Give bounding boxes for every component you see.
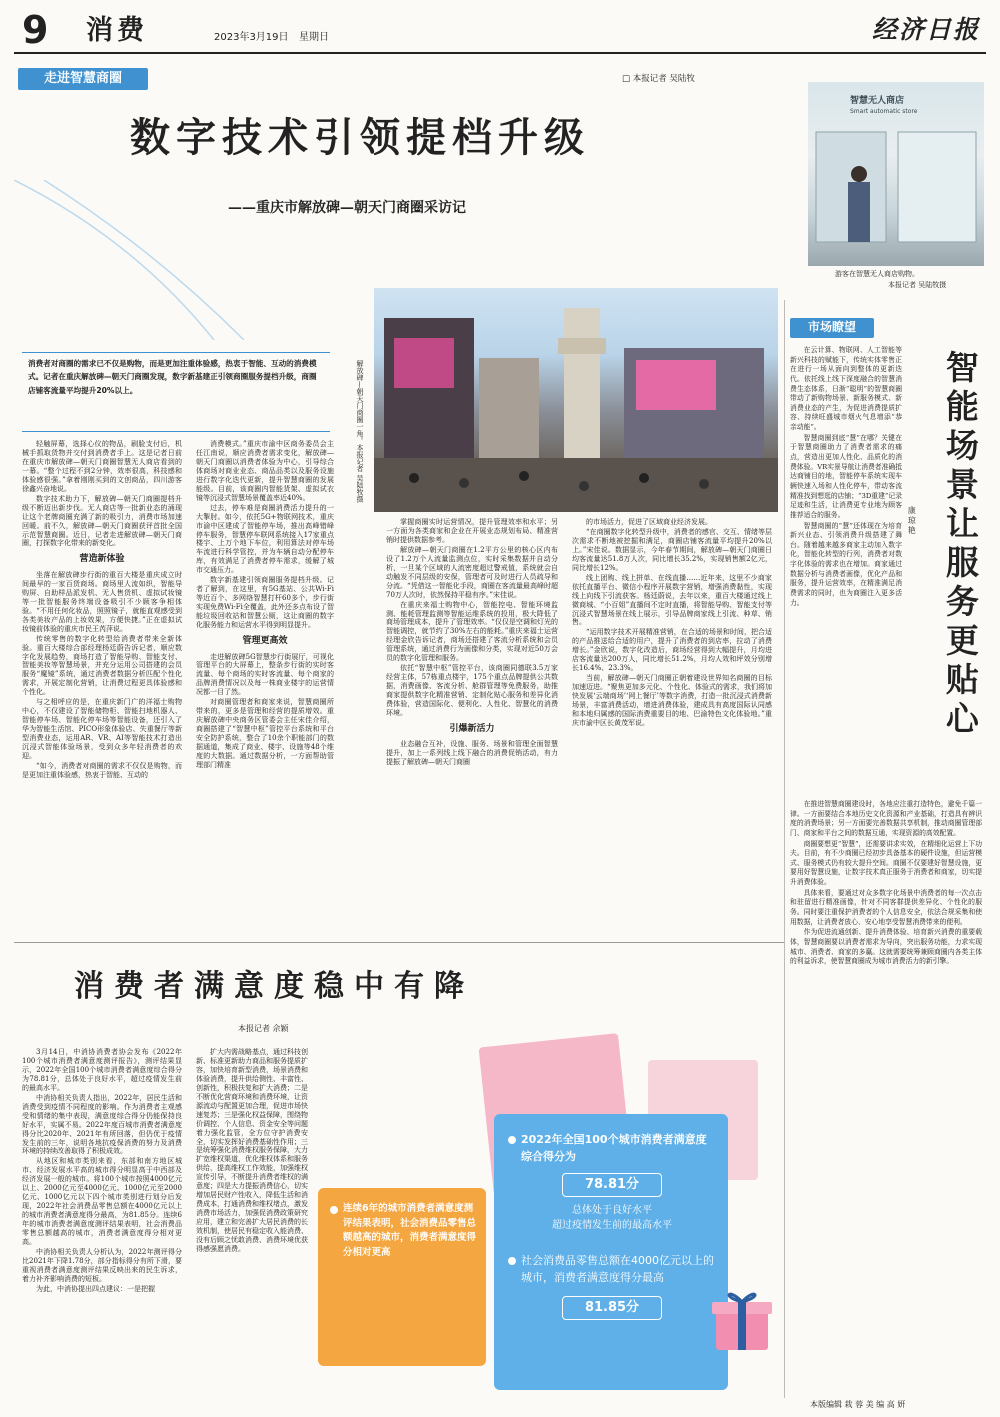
lead-paragraph: [22, 352, 330, 432]
top-byline: □ 本报记者 吴陆牧: [622, 74, 695, 84]
side-col-text-b: [790, 800, 982, 1392]
page-number: 9: [22, 8, 49, 52]
paragraph: 扩大内需战略基点，通过科技创新、标准更新助力商品和服务提质扩容，加快培育新型消费，场景消费和体验消费，提升供给侧性、丰富性、创新性，积极扶复和扩大消费；二是不断优化营商环境和消费环境，让资源流动与配置更加合理，促进市场快速复苏；三是强化权益保障，围绕物价调控、个人信息、资金安全等问题着力强化监管，全方位守护消费安全，切实发挥好消费基础性作用；三是统筹强化消费维权服务保障，大力扩宽维权渠道，优化维权体系和服务供给，提高维权工作效能，加强维权宣传引导，不断提升消费者维权的满意度；四是大力提振消费信心，切实增加居民财产性收入，降低生活和消费成本，打通消费和维权堵点，激发消费市场活力，加强促消费政策研究应用，建立和完善扩大居民消费的长效机制，使居民有稳定收入能消费、没有后顾之忧敢消费、消费环境优获得感强愿消费。: [196, 1048, 308, 1253]
paragraph: 消费模式。”重庆市渝中区商务委员会主任江南说，顺应消费者需求变化，解放碑—朝天门商圈以消费者体验为中心，引导综合体商场对商业业态、商品品类以及服务设施进行数字化迭代更新，提升智慧商圈的发展能级。目前，该商圈内智能货架、虚拟试衣镜等沉浸式智慧场景覆盖率近40%。: [196, 440, 334, 502]
paragraph: 轻触屏幕，选择心仪的物品，刷脸支付后，机械手抓取货物并交付到消费者手上。这是记者日前在重庆市解放碑—朝天门商圈智慧无人商店看到的一幕。“整个过程不到2分钟，效率很高，科技感和体验感很强。”拿着刚刚买到的文创商品，四川游客徐鑫兴奋地说。: [22, 440, 182, 493]
lead-text: 消费者对商圈的需求已不仅是购物，而是更加注重体验感，热衷于智能、互动的消费模式。记者在重庆解放碑—朝天门商圈发现，数字新基建正引领商圈服务提档升级，商圈店铺客流量平均提升20%以上。: [28, 359, 317, 395]
info-item-1-text: 连续6年的城市消费者满意度测评结果表明，社会消费品零售总额越高的城市，消费者满意度得分相对更高: [343, 1203, 477, 1259]
paragraph: 业态融合互补，设施、服务、场景和管理全面智慧提升，加上一系列线上线下融合的消费促销活动，有力提振了解放碑—朝天门商圈: [386, 740, 558, 767]
street-photo: [374, 288, 778, 512]
paragraph: 智慧商圈的“慧”还体现在为培育新兴业态、引领消费升级搭建了舞台。随着越来越多商家主动加入数字化，智能化转型的行列，消费者对数字化体验的需求也在增加。商家通过数据分析与消费者画像，优化产品和服务，提升运营效率，在精准满足消费需求的同时，也为商圈注入更多活力。: [790, 521, 902, 607]
bottom-byline: 本报记者 佘颖: [238, 1024, 289, 1033]
store-sign: 智慧无人商店: [850, 96, 905, 106]
subhead-guanli: 管理更高效: [242, 636, 288, 647]
paragraph: 走进解放碑5G智慧步行街展厅，可视化管理平台的大屏幕上，整条步行街的实时客流量、每个商场的实时客流量、每个商家的品牌消费情况以及每一株商业楼宇的运营情况都一目了然。: [196, 652, 334, 697]
side-column-author: 康琼艳: [907, 506, 917, 536]
paragraph: 解放碑—朝天门商圈在1.2平方公里的核心区内布设了1.2万个人流量监测点位，实时采集数据并自动分析，一旦某个区域的人流密度超过警戒值，系统就会自动触发不同层级的安保，管理者可及时进行人员疏导和分流。“凭借这一智能化手段，商圈在客流量最高峰时超70万人次时，依然保持平稳有序。”宋佳说。: [386, 545, 558, 599]
info-item-2: [508, 1132, 716, 1165]
store-photo: [808, 82, 984, 266]
side-column-label: 市场瞭望: [790, 318, 874, 338]
score-1-value: 78.81分: [584, 1177, 640, 1192]
paragraph: 掌握商圈实时运营情况，提升管理效率和水平；另一方面为各类商家和企业在开展业态规划布局、精准营销时提供数据参考。: [386, 518, 558, 544]
paragraph: 当前，解放碑—朝天门商圈正朝着建设世界知名商圈的目标加速迈进。“聚焦更加多元化、个性化、体验式的需求，我们将加快发展‘云端商场’‘网上餐厅’等数字消费，打造一批沉浸式消费新场景，丰富消费活动，增进消费体验，建成具有高度国际认同感和本地归属感的国际消费重要目的地、巴渝特色文化体验地。”重庆市渝中区长黄茂军说。: [572, 674, 772, 727]
blue-card: [494, 1114, 728, 1390]
info-item-3: [508, 1253, 716, 1286]
column-label: 走进智慧商圈: [18, 68, 148, 90]
paragraph: “运用数字技术开展精准营销，在合适的场景和时间，把合适的产品推送给合适的用户，提升了消费者的到店率，拉动了消费增长。”金欣说，数字化改造后，商场经营得到大幅提升，月均进店客流量达200万人，同比增长51.2%，月均人效和坪效分别增长16.4%、23.3%。: [572, 628, 772, 673]
paragraph: 具体来看，要通过对众多数字化场景中消费者的每一次点击和驻留进行精准画像，针对不同客群提供差异化、个性化的服务。同时要注重保护消费者的个人信息安全，依法合规采集和使用数据，让消费者放心、安心地享受智慧消费带来的便利。: [790, 888, 982, 926]
paragraph: 在重庆来福士购物中心，智能控电、智能环境监测、能耗管理监测等智能运维系统的投用，极大降低了商场管理成本，提升了管理效率。“仅仅是空调和灯光的智能调控，就节约了30%左右的能耗。”重庆来福士运营经理金欣告诉记者，商场还搭建了客流分析系统和会员管理系统，通过消费行为画像和分类，实现对近50万会员的数字化管理和服务。: [386, 600, 558, 663]
paragraph: 的市场活力，促进了区域商业经济发展。: [586, 518, 712, 526]
score-badge-1: [562, 1173, 662, 1197]
page-header: [14, 8, 986, 54]
paragraph: 过去，停车难是商圈消费活力提升的一大掣肘。如今，依托5G+物联网技术，重庆市渝中区建成了智能停车场，推出高峰错峰停车服务，智慧停车联网系统接入17家重点楼宇、上万个地下车位，利用算法对停车场车流进行科学管控，并为车辆自动分配停车库，有效满足了消费者停车需求，缓解了城市交通压力。: [196, 503, 334, 575]
note-1: 总体处于良好水平: [572, 1205, 652, 1216]
paragraph: 作为促进流通创新、提升消费体验、培育新兴消费的重要载体，智慧商圈要以消费者需求为导向，突出服务功能，力求实现城市、消费者、商家的多赢。这就需要统筹兼顾商圈内各类主体的利益诉求，使智慧商圈成为城市消费活力的新引擎。: [790, 928, 982, 966]
issue-weekday: 星期日: [299, 32, 329, 43]
bullet-dot: [330, 1206, 338, 1214]
bullet-dot: [508, 1136, 516, 1144]
paragraph: 传统零售的数字化转型给消费者带来全新体验。重百大楼综合部经理杨廷蔚告诉记者，顺应数字化发展趋势，商场打造了智能导购、智能支付、智能美妆等智慧场景，并充分运用公司搭建的会员服务“魔镜”系统，通过消费者数据分析匹配个性化需求，开展定制化营销，让消费过程更具体验感和个性化。: [22, 634, 182, 697]
paragraph: 线上团购、线上拼单、在线直播……近年来，这里不少商家依托直播平台、微信小程序开展数字营销，增强消费黏性，实现线上向线下引流获客。杨廷蔚说，去年以来，重百大楼通过线上微商城、“小百姐”直播间不定时直播，将智能导购、智能支付等沉浸式智慧场景在线上展示，引导品牌商家线上引流、种草、销售。: [572, 573, 772, 627]
bottom-col-1: [22, 1048, 182, 1394]
side-column-title: [936, 350, 980, 753]
top-col-3: [386, 518, 558, 936]
info-item-3-title: 社会消费品零售总额在4000亿元以上的城市，消费者满意度得分最高: [521, 1254, 714, 1284]
side-title-text: 智能场景让服务更贴心: [940, 350, 980, 740]
top-col-2: [196, 440, 334, 936]
paragraph: 3月14日，中消协消费者协会发布《2022年100个城市消费者满意度测评报告》，测评结果显示，2022年全国100个城市消费者满意度综合得分为78.81分，总体处于良好水平，超过疫情发生前的最高水平。: [22, 1048, 182, 1092]
bullet-dot: [508, 1257, 516, 1265]
page-footer-editors: 本版编辑 栽 蓉 美 编 高 妍: [810, 1400, 906, 1409]
paragraph: 商圈要想更“智慧”，还需要讲求实效，在精细化运营上下功夫。目前，有不少商圈已经初步具备基本的硬件设施，但运营模式、服务模式仍有较大提升空间。商圈不仅要建好智慧设施，更要用好智慧设施，让数字技术真正服务于消费者和商家，切实提升消费体验。: [790, 839, 982, 887]
score-badge-2: [562, 1296, 662, 1320]
store-photo-credit: 本报记者 吴陆牧摄: [888, 281, 947, 289]
store-photo-caption: 游客在智慧无人商店购物。: [835, 270, 919, 278]
paragraph: 中消协相关负责人指出，2022年，居民生活和消费受到疫情不同程度的影响。作为消费者主观感受和情绪的集中表现，满意度综合得分仍能保持良好水平，实属不易。2022年度百城市消费者满意度得分比2020年、2021年有所回落，但仍优于疫情发生前的三年，说明各地抗疫保消费的努力及消费环境的持续改善取得了积极成效。: [22, 1093, 182, 1156]
street-photo-caption: 解放碑—朝天门商圈一角。本报记者 吴陆牧摄: [356, 360, 364, 503]
paragraph: 坐落在解放碑步行街的重百大楼是重庆成立时间最早的一家百货商场。商场里人流如织，智能导购屏、自助样品派发机、无人售货机、虚拟试妆镜等一批智能服务终端设备吸引不少顾客争相体验。“不用任何化妆品，照照镜子，就能直观感受到各类美妆产品的上妆效果，方便快捷。”正在虚拟试妆镜前体验的重庆市民王芮萍说。: [22, 570, 182, 633]
gift-box-icon: [710, 1288, 774, 1352]
paragraph: 为此，中消协提出四点建议：一是把握: [36, 1284, 155, 1293]
paragraph: “如今，消费者对商圈的需求不仅仅是购物，而是更加注重体验感，热衷于智能、互动的: [22, 761, 182, 779]
decor-lines: [14, 180, 374, 340]
paragraph: 对商圈管理者和商家来说，智慧商圈所带来的，更多是管理和经营的提质增效。重庆解放碑中央商务区管委会主任宋佳介绍，商圈搭建了“智慧中枢”管控平台系统和平台安全防护系统，整合了10余个职能部门的数据通道，集成了商业、楼宇、设施等48个维度的大数据。通过数据分析，一方面帮助管理部门精准: [196, 698, 334, 769]
side-col-text-a: [790, 346, 902, 798]
paragraph: 在云计算、物联网、人工智能等新兴科技的赋能下，传统实体零售正在进行一场从面向到整体的更新迭代。依托线上线下深度融合的智慧消费生态体系，日渐“聪明”的智慧商圈带动了新购物场景、新服务模式、新消费业态的产生，为促进消费提质扩容、持续旺盛城市烟火气息增添“恭亲动能”。: [790, 346, 902, 432]
paragraph: 从地区和城市类别来看，东部和南方地区城市、经济发展水平高的城市得分明显高于中西部及经济发展一般的城市。将100个城市按照4000亿元以上、2000亿元至4000亿元、1000亿元至2000亿元、1000亿元以下四个城市类别进行划分后发现，2022年社会消费品零售总额在4000亿元以上的城市消费者满意度得分最高，为81.85分。连续6年的城市消费者满意度测评结果表明，社会消费品零售总额越高的城市，消费者满意度得分相对更高。: [22, 1157, 182, 1247]
info-item-2-title: 2022年全国100个城市消费者满意度综合得分为: [521, 1133, 707, 1163]
issue-date: 2023年3月19日: [214, 32, 289, 43]
bottom-headline: 消费者满意度稳中有降: [74, 969, 474, 1004]
orange-card: [318, 1188, 486, 1366]
top-col-1: [22, 440, 182, 936]
store-sign-en: Smart automatic store: [850, 108, 918, 115]
paragraph: 在推进智慧商圈建设时，各地应注重打造特色，避免千篇一律。一方面要结合本地历史文化资源和产业基础，打造具有辨识度的消费场景；另一方面要完善数据共享机制，推动商圈管理部门、商家和平台之间的数据互通，实现资源的高效配置。: [790, 800, 982, 837]
subhead-yingzao: 营造新体验: [79, 554, 125, 565]
paragraph: 依托“智慧中枢”管控平台，该商圈同德联3.5万家经营主体，57栋重点楼宇，175个重点品牌提供公共数据，消费画像、客流分析、舱群管理等免费服务，助推商家提供数字化精准营销、定制化贴心服务和差异化消费体验，营造国际化、便利化、人性化、智慧化的消费环境。: [386, 664, 558, 718]
paragraph: 数字新基建引领商圈服务提档升级。记者了解到，在这里，有5G基站、公共Wi-Fi等近百个、多网络智慧打杆60多个，步行街实现免费Wi-Fi全覆盖，此外还多点布设了智能垃圾回收站和智慧公厕，这让商圈的数字化服务能力和运营水平得到明显提升。: [196, 576, 334, 630]
bottom-col-2: [196, 1048, 308, 1394]
score-2-value: 81.85分: [584, 1300, 640, 1315]
info-item-1: [330, 1202, 476, 1261]
top-subheadline: ——重庆市解放碑—朝天门商圈采访记: [228, 200, 466, 216]
subhead-yinbao: 引爆新活力: [449, 723, 495, 734]
top-headline: 数字技术引领提档升级: [130, 114, 590, 161]
info-graphic: [318, 1040, 778, 1400]
section-title: 消费: [86, 15, 148, 46]
top-col-4: [572, 518, 772, 936]
paragraph: 数字技术助力下，解放碑—朝天门商圈提档升级不断迈出新步伐。无人商店等一批新业态的涌现让这个老牌商圈充满了新的吸引力，消费市场加速回暖。前不久，解放碑—朝天门商圈获评首批全国示范智慧商圈。近日，记者走进解放碑—朝天门商圈，打探数字化带来的新变化。: [22, 494, 182, 548]
section-divider: [14, 942, 784, 943]
note-2: 超过疫情发生前的最高水平: [552, 1220, 672, 1231]
masthead-logo: 经济日报: [871, 15, 980, 44]
paragraph: 智慧商圈到底“慧”在哪？关键在于智慧商圈助力了消费者需求的痛点，营造出更加人性化、品质化的消费体验。VR实景导航让消费者准确抵达商铺目的地，智能停车系统实现车辆快速入场和人性化停车，带动客流精准找到想逛的店铺；“3D重建”记录足迹和生活，让消费更专业地为顾客推荐适合的服务。: [790, 433, 902, 519]
paragraph: 与之相呼应的是，在重庆新门广的洋福士购物中心，不仅建设了智能储物柜、智能扫地机器人、智能停车场、智能化停车场等智能设备，还引入了华为智能生活馆、PICO形象体验店、失重餐厅等新型消费业态，运用AR、VR、AI等智能技术打造出沉浸式智能体验场景，受到众多年轻消费者的欢迎。: [22, 698, 182, 761]
paragraph: “在商圈数字化转型升级中，消费者的感官、交互、情绪等层次需求不断地被挖掘和满足，商圈店铺客流量平均提升20%以上。”宋佳说。数据显示，今年春节期间，解放碑—朝天门商圈日均客流量达51.8万人次，同比增长35.2%，实现销售额2亿元，同比增长12%。: [572, 527, 772, 572]
paragraph: 中消协相关负责人分析认为，2022年测评得分比2021年下降1.78分，部分指标得分有所下滑，要重视消费者满意度测评结果反映出来的民生诉求，着力补齐影响消费的短板。: [22, 1247, 182, 1283]
